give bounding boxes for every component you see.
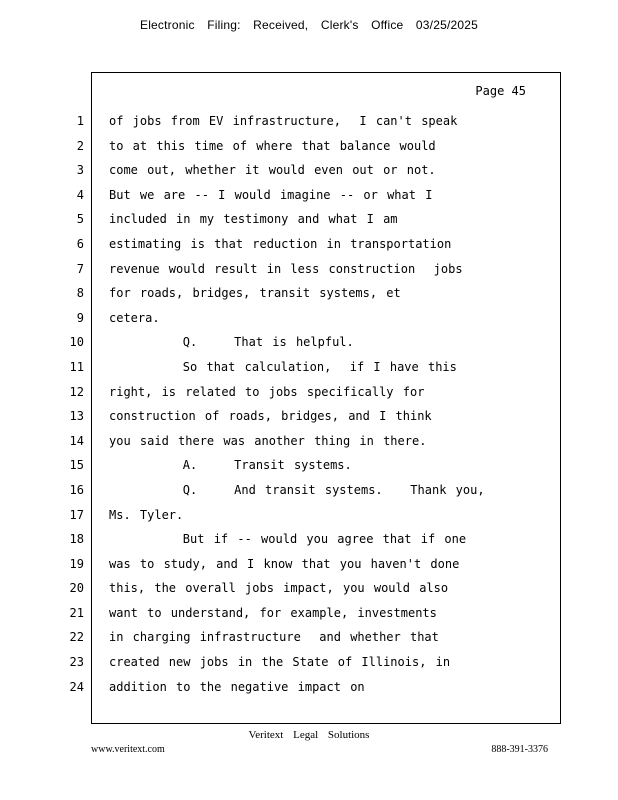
transcript-line: addition to the negative impact on <box>109 679 365 694</box>
line-number: 18 <box>69 532 84 547</box>
transcript-line: cetera. <box>109 310 160 325</box>
line-number: 14 <box>69 433 84 448</box>
transcript-line: Q. That is helpful. <box>109 335 354 350</box>
line-number: 23 <box>69 655 84 670</box>
transcript-line: was to study, and I know that you haven't done <box>109 556 460 571</box>
line-number: 11 <box>69 359 84 374</box>
line-number: 22 <box>69 630 84 645</box>
transcript-line: construction of roads, bridges, and I think <box>109 409 432 424</box>
transcript-line: come out, whether it would even out or not. <box>109 163 436 178</box>
transcript-line: estimating is that reduction in transportation <box>109 236 452 251</box>
transcript-line: to at this time of where that balance would <box>109 138 436 153</box>
line-number: 17 <box>69 507 84 522</box>
transcript-line: Q. And transit systems. Thank you, <box>109 482 485 497</box>
line-number: 19 <box>69 556 84 571</box>
transcript-line: But we are -- I would imagine -- or what I <box>109 187 433 202</box>
reporter-website: www.veritext.com <box>91 744 165 755</box>
transcript-text <box>109 113 549 703</box>
line-number: 13 <box>69 409 84 424</box>
transcript-line: you said there was another thing in there. <box>109 433 427 448</box>
line-number: 16 <box>69 482 84 497</box>
transcript-line: of jobs from EV infrastructure, I can't speak <box>109 114 458 128</box>
transcript-line: included in my testimony and what I am <box>109 212 398 227</box>
transcript-line: But if -- would you agree that if one <box>109 532 467 547</box>
line-number: 9 <box>76 310 84 325</box>
line-number: 10 <box>69 335 84 350</box>
line-number-column <box>48 113 84 703</box>
transcript-line: for roads, bridges, transit systems, et <box>109 286 401 301</box>
line-number: 24 <box>69 679 84 694</box>
transcript-line: A. Transit systems. <box>109 458 352 473</box>
line-number: 21 <box>69 605 84 620</box>
page-number: Page 45 <box>475 84 526 98</box>
transcript-line: So that calculation, if I have this <box>109 359 457 374</box>
line-number: 4 <box>76 187 84 202</box>
reporter-phone: 888-391-3376 <box>491 744 548 755</box>
line-number: 5 <box>76 212 84 227</box>
transcript-line: Ms. Tyler. <box>109 507 184 522</box>
line-number: 15 <box>69 458 84 473</box>
line-number: 3 <box>76 163 84 178</box>
transcript-line: right, is related to jobs specifically for <box>109 384 425 399</box>
court-reporter-name: Veritext Legal Solutions <box>248 729 370 741</box>
line-number: 2 <box>76 138 84 153</box>
transcript-line: in charging infrastructure and whether that <box>109 630 439 645</box>
transcript-line: revenue would result in less construction jobs <box>109 261 463 276</box>
line-number: 7 <box>76 261 84 276</box>
filing-stamp: Electronic Filing: Received, Clerk's Office 03/25/2025 <box>139 18 478 32</box>
line-number: 12 <box>69 384 84 399</box>
line-number: 1 <box>76 114 84 128</box>
line-number: 8 <box>76 286 84 301</box>
transcript-line: this, the overall jobs impact, you would also <box>109 581 449 596</box>
transcript-line: want to understand, for example, investments <box>109 605 437 620</box>
line-number: 6 <box>76 236 84 251</box>
line-number: 20 <box>69 581 84 596</box>
transcript-line: created new jobs in the State of Illinois, in <box>109 655 451 670</box>
